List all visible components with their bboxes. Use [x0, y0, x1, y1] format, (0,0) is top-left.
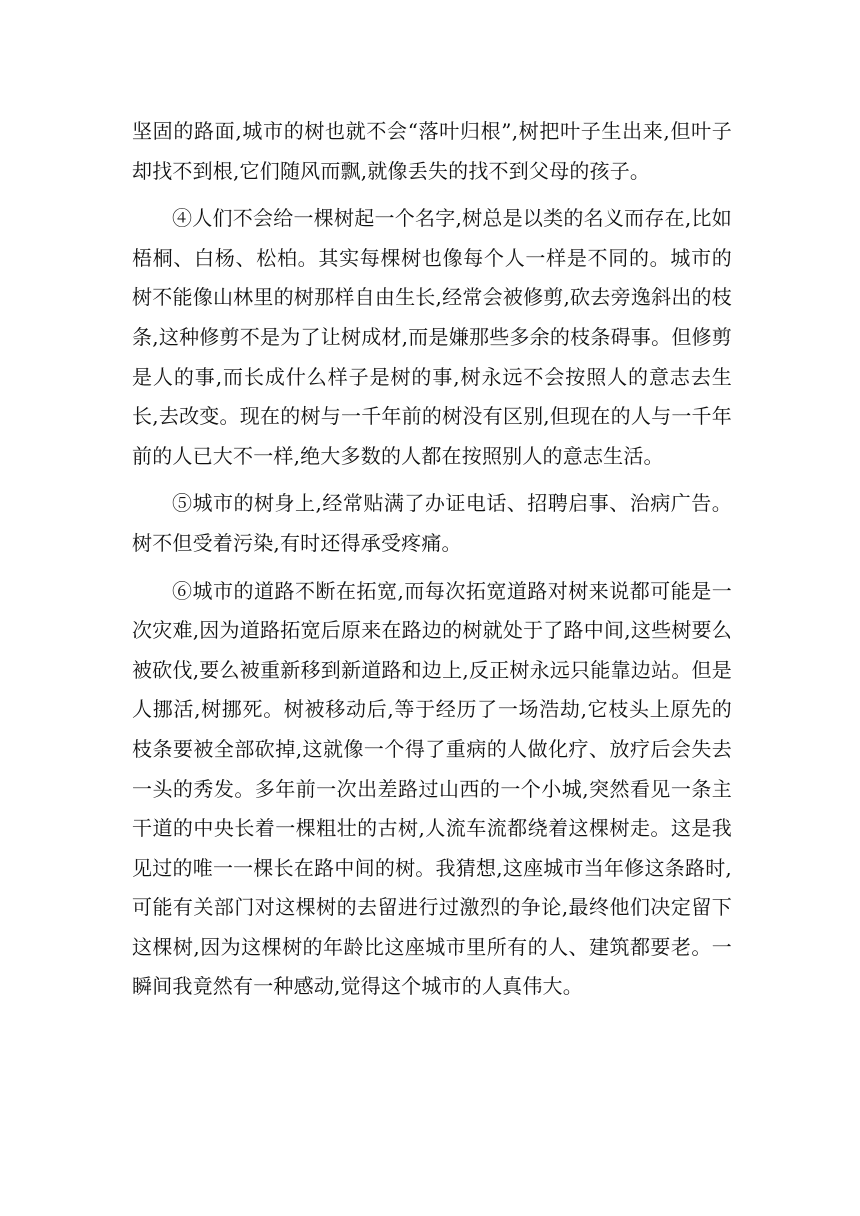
article-body [132, 112, 732, 1015]
paragraph-4: ④人们不会给一棵树起一个名字,树总是以类的名义而存在,比如梧桐、白杨、松柏。其实每棵树也像每个人一样是不同的。城市的树不能像山林里的树那样自由生长,经常会被修剪,砍去旁逸斜出的枝条,这种修剪不是为了让树成材,而是嫌那些多余的枝条碍事。但修剪是人的事,而长成什么样子是树的事,树永远不会按照人的意志去生长,去改变。现在的树与一千年前的树没有区别,但现在的人与一千年前的人已大不一样,绝大多数的人都在按照别人的意志生活。 [132, 206, 732, 468]
paragraph-6: ⑥城市的道路不断在拓宽,而每次拓宽道路对树来说都可能是一次灾难,因为道路拓宽后原来在路边的树就处于了路中间,这些树要么被砍伐,要么被重新移到新道路和边上,反正树永远只能靠边站。但是人挪活,树挪死。树被移动后,等于经历了一场浩劫,它枝头上原先的枝条要被全部砍掉,这就像一个得了重病的人做化疗、放疗后会失去一头的秀发。多年前一次出差路过山西的一个小城,突然看见一条主干道的中央长着一棵粗壮的古树,人流车流都绕着这棵树走。这是我见过的唯一一棵长在路中间的树。我猜想,这座城市当年修这条路时,可能有关部门对这棵树的去留进行过激烈的争论,最终他们决定留下这棵树,因为这棵树的年龄比这座城市里所有的人、建筑都要老。一瞬间我竟然有一种感动,觉得这个城市的人真伟大。 [132, 578, 732, 999]
paragraph-continued: 坚固的路面,城市的树也就不会“落叶归根”,树把叶子生出来,但叶子却找不到根,它们随风而飘,就像丢失的找不到父母的孩子。 [132, 119, 732, 183]
paragraph-5: ⑤城市的树身上,经常贴满了办证电话、招聘启事、治病广告。树不但受着污染,有时还得承受疼痛。 [132, 491, 732, 555]
